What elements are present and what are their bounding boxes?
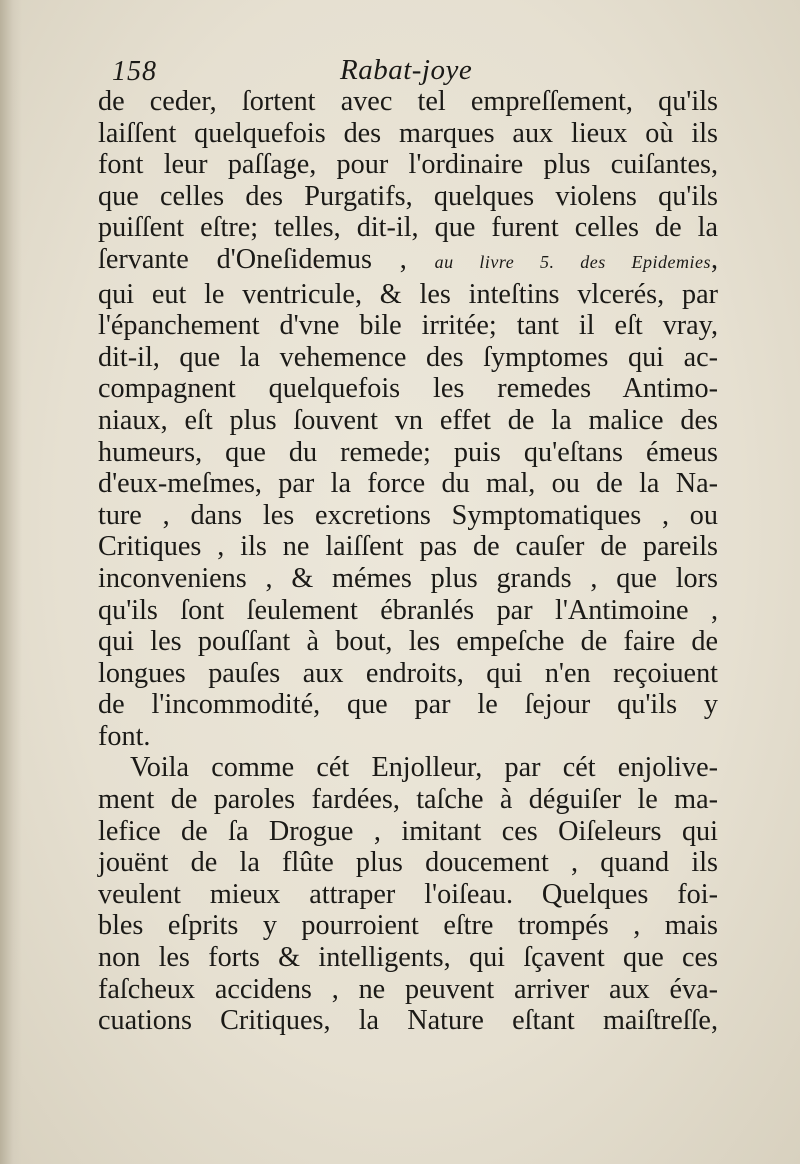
text-line: cuations Critiques, la Nature eſtant maiſtreſſe,	[98, 1005, 718, 1037]
text-line: d'eux-meſmes, par la force du mal, ou de la Na-	[98, 468, 718, 500]
citation: au livre 5. des Epidemies	[434, 251, 711, 272]
text-line: faſcheux accidens , ne peuvent arriver aux éva-	[98, 973, 718, 1005]
text-line: qui les pouſſant à bout, les empeſche de faire de	[98, 626, 718, 658]
text-segment: ſervante d'Oneſidemus ,	[98, 243, 407, 275]
text-line: font.	[98, 720, 151, 752]
text-line: de ceder, ſortent avec tel empreſſement, qu'ils	[98, 86, 718, 117]
text-line: dit-il, que la vehemence des ſymptomes qui ac-	[98, 341, 718, 373]
text-line: lefice de ſa Drogue , imitant ces Oiſeleurs qui	[98, 815, 718, 847]
gutter-shadow	[0, 0, 22, 1164]
text-segment: ,	[710, 243, 719, 275]
paragraph-2	[98, 752, 718, 1036]
main-text	[98, 86, 718, 1037]
text-line: ment de paroles fardées, taſche à déguiſer le ma-	[98, 784, 718, 816]
text-line: niaux, eſt plus ſouvent vn effet de la malice des	[98, 404, 718, 436]
text-line: jouënt de la flûte plus doucement , quand ils	[98, 847, 718, 879]
text-line: l'épanchement d'vne bile irritée; tant il eſt vray,	[98, 310, 718, 342]
text-line: inconveniens , & mémes plus grands , que lors	[98, 562, 718, 594]
text-line: font leur paſſage, pour l'ordinaire plus cuiſantes,	[98, 149, 718, 181]
text-line: qu'ils ſont ſeulement ébranlés par l'Antimoine ,	[98, 594, 718, 626]
text-line: longues pauſes aux endroits, qui n'en reçoiuent	[98, 657, 718, 689]
text-line: de l'incommodité, que par le ſejour qu'ils y	[98, 689, 718, 721]
text-line: ture , dans les excretions Symptomatiques , ou	[98, 499, 718, 531]
text-line: qui eut le ventricule, & les inteſtins vlcerés, par	[98, 278, 718, 310]
text-line: humeurs, que du remede; puis qu'eſtans émeus	[98, 436, 718, 468]
text-line: puiſſent eſtre; telles, dit-il, que furent celles de la	[98, 212, 718, 244]
text-line: Critiques , ils ne laiſſent pas de cauſer de pareils	[98, 531, 718, 563]
text-line-with-citation	[98, 244, 718, 279]
page-number: 158	[112, 56, 157, 87]
text-line: laiſſent quelquefois des marques aux lieux où ils	[98, 117, 718, 149]
text-line: Voila comme cét Enjolleur, par cét enjolive-	[130, 752, 718, 784]
text-line: veulent mieux attraper l'oiſeau. Quelques foi-	[98, 878, 718, 910]
paragraph-1	[98, 86, 718, 752]
running-title: Rabat-joye	[340, 54, 473, 86]
text-line: non les forts & intelligents, qui ſçavent que ces	[98, 942, 718, 974]
text-line: compagnent quelquefois les remedes Antimo-	[98, 373, 718, 405]
text-line: bles eſprits y pourroient eſtre trompés , mais	[98, 910, 718, 942]
text-line: que celles des Purgatifs, quelques violens qu'ils	[98, 180, 718, 212]
